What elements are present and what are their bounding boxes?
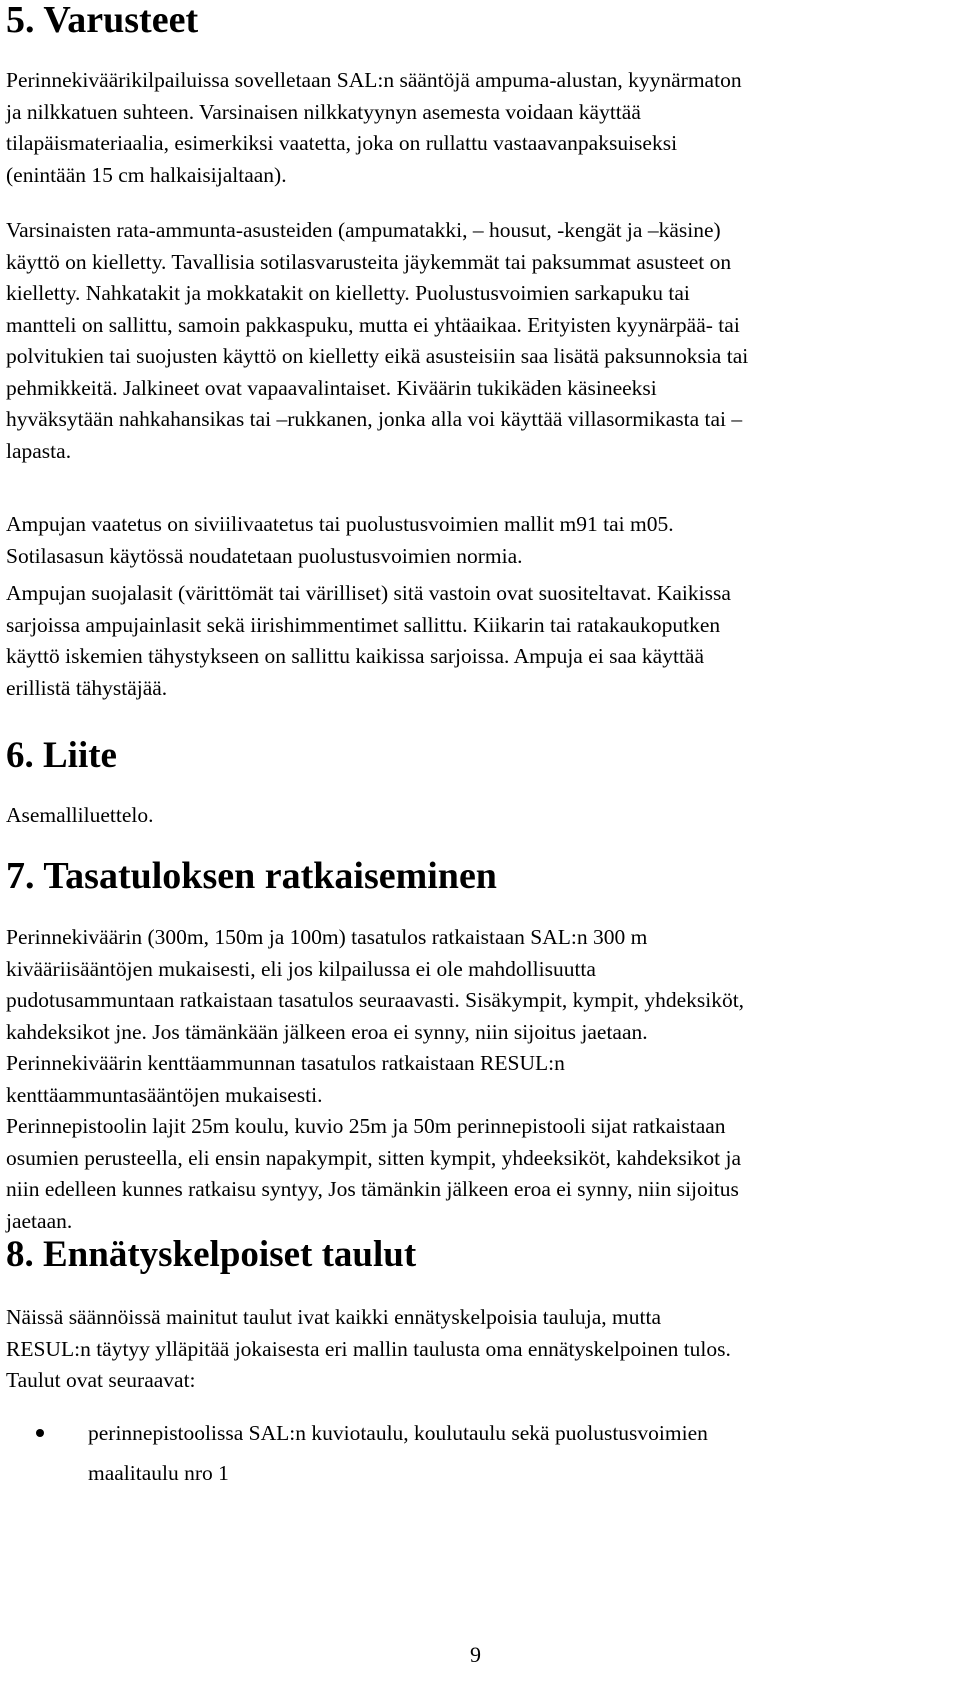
section-5-paragraph-2 [6, 215, 954, 467]
text-line: RESUL:n täytyy ylläpitää jokaisesta eri mallin taulusta oma ennätyskelpoinen tulos. [6, 1336, 731, 1361]
text-line: pudotusammuntaan ratkaistaan tasatulos seuraavasti. Sisäkympit, kympit, yhdeksiköt, [6, 988, 745, 1012]
text-line: kahdeksikot jne. Jos tämänkään jälkeen eroa ei synny, niin sijoitus jaetaan. [6, 1019, 648, 1044]
text-line: kenttäammuntasääntöjen mukaisesti. [6, 1082, 323, 1107]
text-line: maalitaulu nro 1 [88, 1461, 229, 1485]
text-line: hyväksytään nahkahansikas tai –rukkanen, jonka alla voi käyttää villasormikasta tai – [6, 407, 743, 431]
text-line: lapasta. [6, 438, 72, 463]
section-5-paragraph-4 [6, 578, 954, 704]
text-line: Asemalliluettelo. [6, 803, 154, 827]
targets-bullet-list [6, 1413, 954, 1493]
text-line: Perinnekiväärikilpailuissa sovelletaan SAL:n sääntöjä ampuma-alustan, kyynärmaton [6, 68, 742, 92]
text-line: (enintään 15 cm halkaisijaltaan). [6, 162, 287, 187]
section-5-paragraph-3 [6, 509, 954, 572]
section-7-heading: 7. Tasatuloksen ratkaiseminen [6, 855, 497, 897]
text-line: jaetaan. [6, 1208, 73, 1233]
text-line: polvitukien tai suojusten käyttö on kielletty eikä asusteisiin saa lisätä paksunnoksia tai [6, 344, 749, 368]
text-line: Ampujan vaatetus on siviilivaatetus tai puolustusvoimien mallit m91 tai m05. [6, 512, 674, 536]
section-6-heading: 6. Liite [6, 735, 117, 776]
section-8-paragraph-1 [6, 1302, 954, 1397]
text-line: käyttö iskemien tähystykseen on sallittu kaikissa sarjoissa. Ampuja ei saa käyttää [6, 644, 705, 668]
text-line: kivääriisääntöjen mukaisesti, eli jos kilpailussa ei ole mahdollisuutta [6, 956, 596, 981]
text-line: pehmikkeitä. Jalkineet ovat vapaavalintaiset. Kiväärin tukikäden käsineeksi [6, 375, 657, 400]
section-7-paragraph-1 [6, 922, 954, 1237]
text-line: mantteli on sallittu, samoin pakkaspuku, mutta ei yhtäaikaa. Erityisten kyynärpää- tai [6, 312, 740, 337]
text-line: sarjoissa ampujainlasit sekä iirishimmentimet sallittu. Kiikarin tai ratakaukoputken [6, 612, 721, 637]
text-line: ja nilkkatuen suhteen. Varsinaisen nilkkatyynyn asemesta voidaan käyttää [6, 99, 641, 124]
bullet-icon [36, 1429, 44, 1437]
text-line: Varsinaisten rata-ammunta-asusteiden (ampumatakki, – housut, -kengät ja –käsine) [6, 218, 721, 242]
text-line: osumien perusteella, eli ensin napakympit, sitten kympit, yhdeeksiköt, kahdeksikot ja [6, 1145, 742, 1170]
page-number: 9 [470, 1642, 481, 1667]
list-item [6, 1413, 954, 1493]
text-line: perinnepistoolissa SAL:n kuviotaulu, koulutaulu sekä puolustusvoimien [88, 1421, 708, 1445]
text-line: niin edelleen kunnes ratkaisu syntyy, Jos tämänkin jälkeen eroa ei synny, niin sijoitus [6, 1177, 739, 1201]
section-5-heading: 5. Varusteet [6, 0, 199, 41]
section-8-heading: 8. Ennätyskelpoiset taulut [6, 1234, 417, 1275]
text-line: erillistä tähystäjää. [6, 675, 168, 700]
text-line: kielletty. Nahkatakit ja mokkatakit on kielletty. Puolustusvoimien sarkapuku tai [6, 281, 690, 305]
text-line: Näissä säännöissä mainitut taulut ivat kaikki ennätyskelpoisia tauluja, mutta [6, 1305, 662, 1329]
text-line: Sotilasasun käytössä noudatetaan puolustusvoimien normia. [6, 543, 523, 568]
text-line: Taulut ovat seuraavat: [6, 1368, 196, 1392]
section-6-paragraph-1 [6, 800, 954, 832]
text-line: Perinnekiväärin (300m, 150m ja 100m) tasatulos ratkaistaan SAL:n 300 m [6, 925, 648, 949]
text-line: Ampujan suojalasit (värittömät tai värilliset) sitä vastoin ovat suositeltavat. Kaikissa [6, 581, 731, 605]
text-line: Perinnepistoolin lajit 25m koulu, kuvio 25m ja 50m perinnepistooli sijat ratkaistaan [6, 1114, 726, 1138]
text-line: tilapäismateriaalia, esimerkiksi vaatetta, joka on rullattu vastaavanpaksuiseksi [6, 131, 678, 155]
text-line: käyttö on kielletty. Tavallisia sotilasvarusteita jäykemmät tai paksummat asusteet on [6, 249, 732, 274]
section-5-paragraph-1 [6, 65, 954, 191]
text-line: Perinnekiväärin kenttäammunnan tasatulos ratkaistaan RESUL:n [6, 1051, 565, 1075]
